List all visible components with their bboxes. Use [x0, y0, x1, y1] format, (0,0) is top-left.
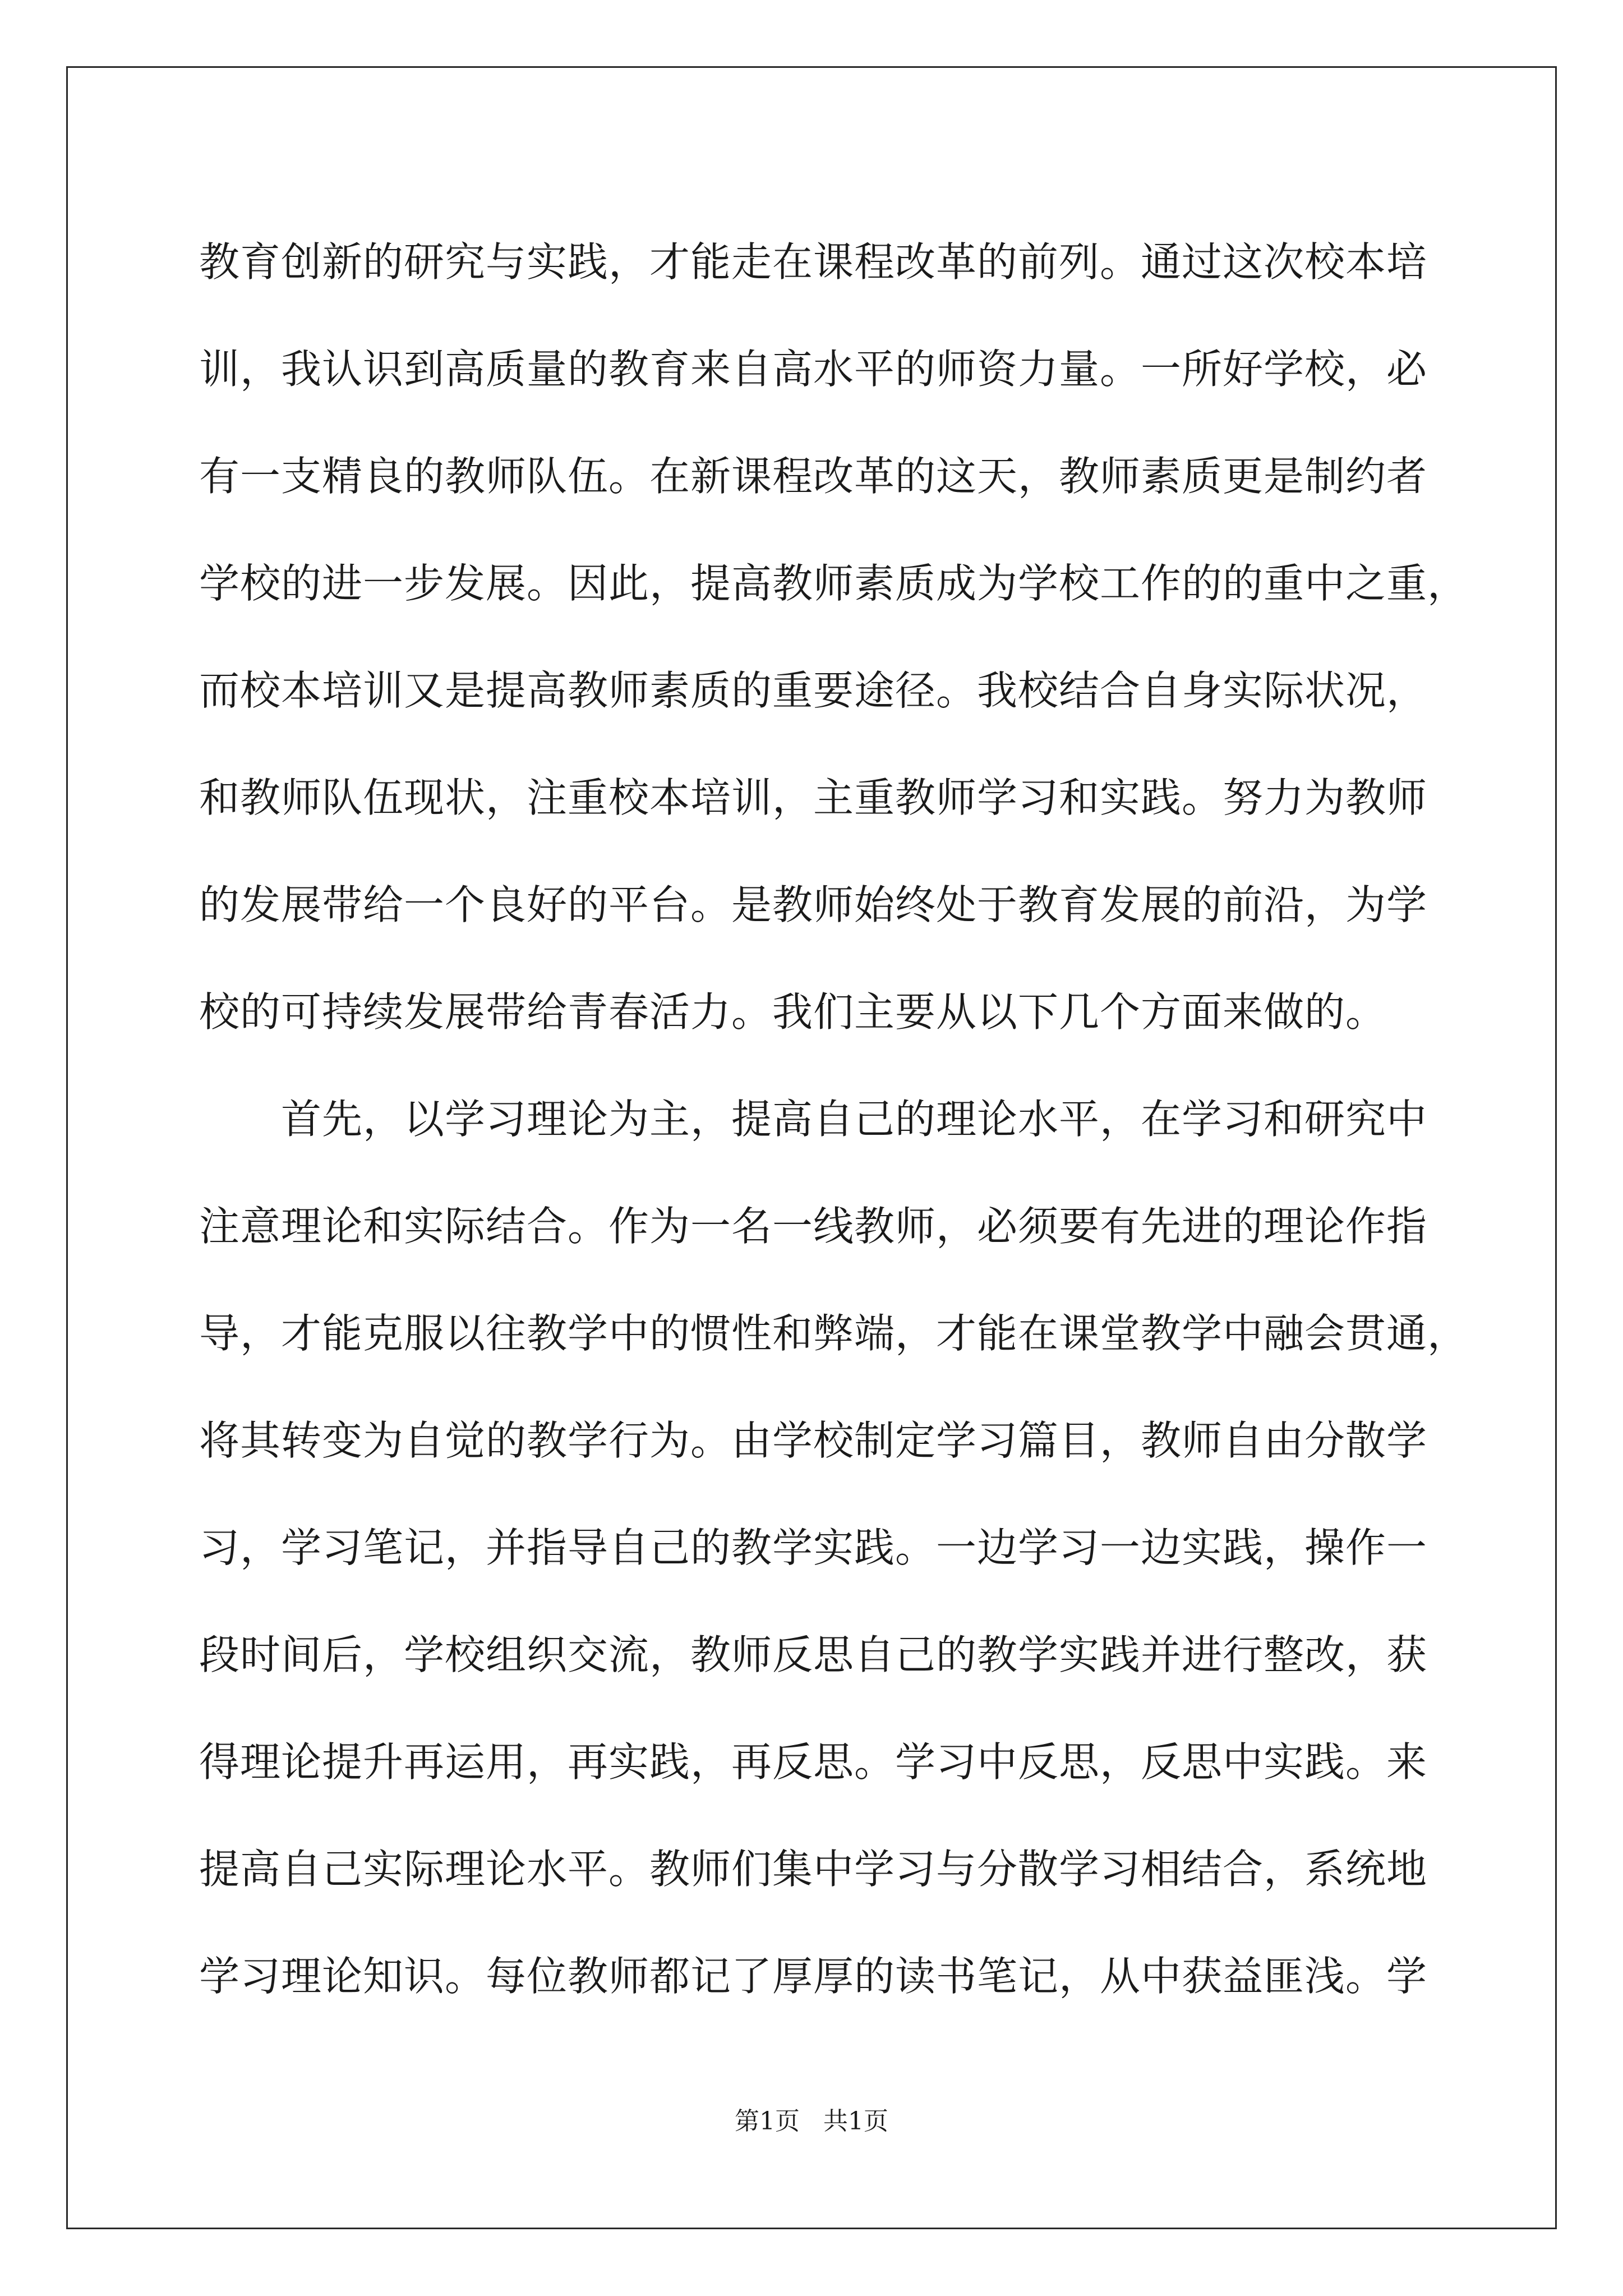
- text-line: 校的可持续发展带给青春活力。我们主要从以下几个方面来做的。: [199, 988, 1387, 1036]
- text-line: 习，学习笔记，并指导自己的教学实践。一边学习一边实践，操作一: [199, 1524, 1428, 1571]
- paragraph-start-line: 首先，以学习理论为主，提高自己的理论水平，在学习和研究中: [281, 1096, 1428, 1143]
- text-line: 学习理论知识。每位教师都记了厚厚的读书笔记，从中获益匪浅。学: [199, 1953, 1428, 2000]
- text-line: 注意理论和实际结合。作为一名一线教师，必须要有先进的理论作指: [199, 1203, 1428, 1250]
- text-line: 导，才能克服以往教学中的惯性和弊端，才能在课堂教学中融会贯通，: [199, 1310, 1469, 1357]
- text-line: 有一支精良的教师队伍。在新课程改革的这天，教师素质更是制约者: [199, 453, 1428, 500]
- page-footer: [0, 2101, 1623, 2137]
- text-line: 和教师队伍现状，注重校本培训，主重教师学习和实践。努力为教师: [199, 774, 1428, 821]
- page-total: 共1页: [823, 2107, 888, 2136]
- text-line: 的发展带给一个良好的平台。是教师始终处于教育发展的前沿，为学: [199, 881, 1428, 928]
- text-line: 得理论提升再运用，再实践，再反思。学习中反思，反思中实践。来: [199, 1738, 1428, 1786]
- text-line: 教育创新的研究与实践，才能走在课程改革的前列。通过这次校本培: [199, 238, 1428, 286]
- text-line: 提高自己实际理论水平。教师们集中学习与分散学习相结合，系统地: [199, 1846, 1428, 1893]
- document-body: [199, 209, 1469, 2030]
- page-number: 第1页: [735, 2107, 800, 2136]
- text-line: 而校本培训又是提高教师素质的重要途径。我校结合自身实际状况，: [199, 667, 1428, 714]
- text-line: 训，我认识到高质量的教育来自高水平的师资力量。一所好学校，必: [199, 346, 1428, 393]
- text-line: 段时间后，学校组织交流，教师反思自己的教学实践并进行整改，获: [199, 1631, 1428, 1678]
- text-line: 将其转变为自觉的教学行为。由学校制定学习篇目，教师自由分散学: [199, 1417, 1428, 1464]
- text-line: 学校的进一步发展。因此，提高教师素质成为学校工作的的重中之重，: [199, 560, 1469, 607]
